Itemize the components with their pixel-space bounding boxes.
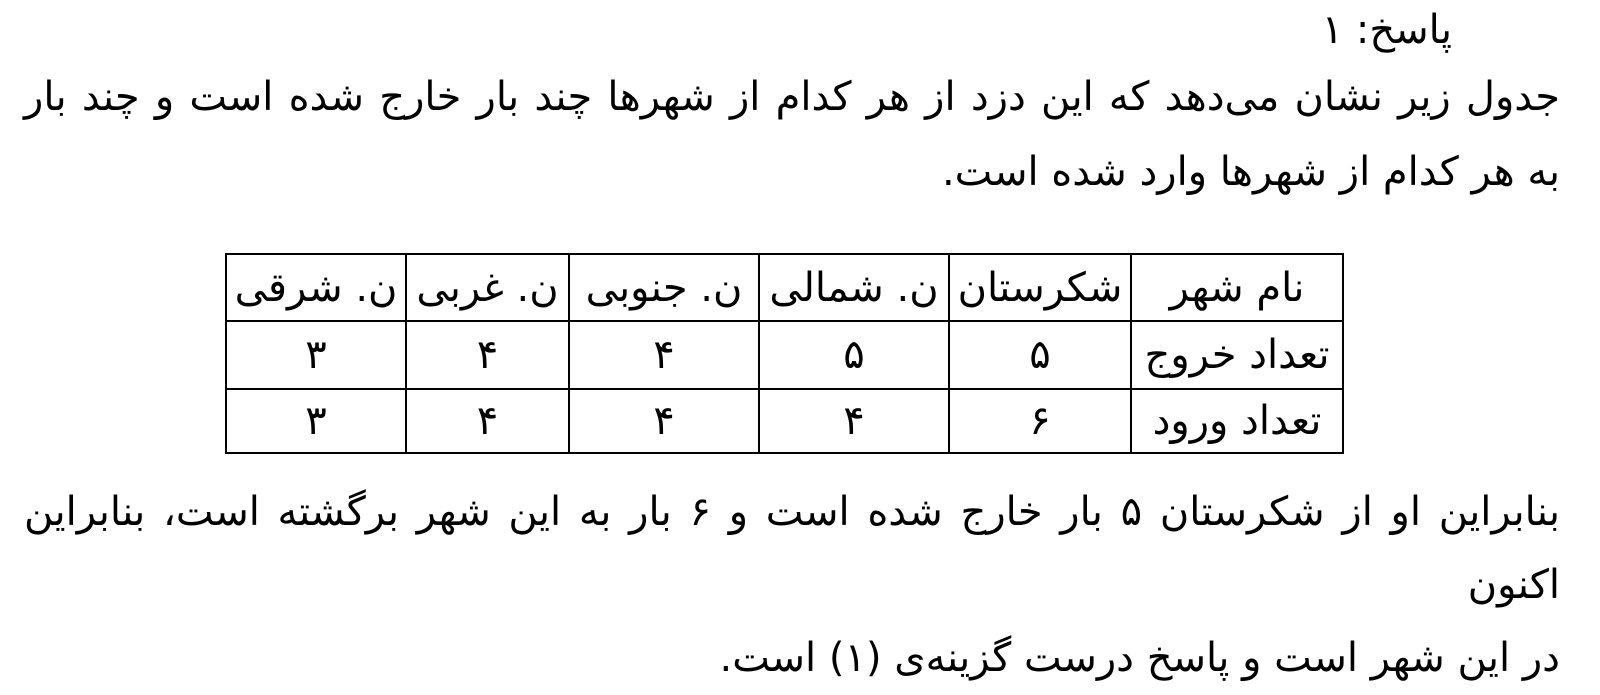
paragraph-top xyxy=(24,60,1560,210)
table-cell: ۵ xyxy=(759,321,949,389)
row-label-exits: تعداد خروج xyxy=(1131,321,1343,389)
paragraph-bottom-line-2: در این شهر است و پاسخ درست گزینه‌ی (۱) است. xyxy=(719,635,1560,681)
paragraph-top-line-2: به هر کدام از شهرها وارد شده است. xyxy=(941,149,1560,195)
table-cell: ۵ xyxy=(949,321,1131,389)
header-n-sharghi: ن. شرقی xyxy=(226,254,406,321)
header-city-name: نام شهر xyxy=(1131,254,1343,321)
table-cell: ۳ xyxy=(226,389,406,453)
table-header-row xyxy=(226,254,1343,321)
table-cell: ۶ xyxy=(949,389,1131,453)
table-cell: ۴ xyxy=(406,389,569,453)
header-n-gharbi: ن. غربی xyxy=(406,254,569,321)
header-n-jonubi: ن. جنوبی xyxy=(569,254,759,321)
table-cell: ۴ xyxy=(569,321,759,389)
table-row-exits xyxy=(226,321,1343,389)
exit-entry-table xyxy=(225,253,1344,454)
header-shekarestan: شکرستان xyxy=(949,254,1131,321)
header-n-shomali: ن. شمالی xyxy=(759,254,949,321)
table-cell: ۴ xyxy=(406,321,569,389)
table-cell: ۴ xyxy=(569,389,759,453)
row-label-entries: تعداد ورود xyxy=(1131,389,1343,453)
paragraph-bottom xyxy=(24,476,1560,695)
paragraph-top-line-1: جدول زیر نشان می‌دهد که این دزد از هر کدام از شهرها چند بار خارج شده است و چند بار xyxy=(24,74,1560,120)
table-cell: ۳ xyxy=(226,321,406,389)
paragraph-bottom-line-1: بنابراین او از شکرستان ۵ بار خارج شده است و ۶ بار به این شهر برگشته است، بنابراین اکنون xyxy=(24,489,1560,608)
table-row-entries xyxy=(226,389,1343,453)
answer-label: پاسخ: ۱ xyxy=(1321,7,1452,53)
table-cell: ۴ xyxy=(759,389,949,453)
